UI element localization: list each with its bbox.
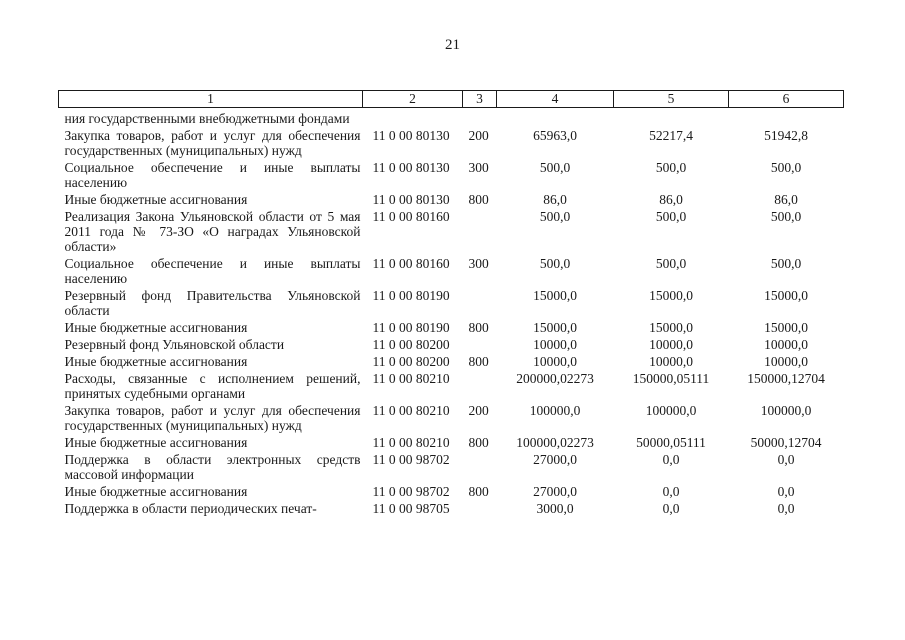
header-col-4: 4 <box>497 91 614 108</box>
row-value-2: 150000,05111 <box>632 371 710 386</box>
row-code: 11 0 00 80210 <box>372 403 450 418</box>
row-value-2 <box>614 108 729 129</box>
row-value-1: 500,0 <box>539 256 571 271</box>
row-value-3: 0,0 <box>777 501 795 516</box>
row-value-2: 100000,0 <box>645 403 697 418</box>
page-number: 21 <box>445 37 460 53</box>
row-type: 800 <box>468 192 489 207</box>
row-value-1: 500,0 <box>539 160 571 175</box>
row-value-1: 10000,0 <box>533 337 577 352</box>
row-value-1: 86,0 <box>543 192 567 207</box>
header-row <box>59 91 844 108</box>
row-name: Закупка товаров, работ и услуг для обеспечения государственных (муниципальных) нужд <box>64 403 361 433</box>
table-body <box>59 108 844 519</box>
row-name: Иные бюджетные ассигнования <box>64 435 248 450</box>
row-value-1: 3000,0 <box>536 501 574 516</box>
row-value-3: 150000,12704 <box>747 371 825 386</box>
row-value-3: 0,0 <box>777 484 795 499</box>
row-type: 800 <box>468 354 489 369</box>
row-value-3: 0,0 <box>777 452 795 467</box>
table-row <box>59 160 844 192</box>
row-value-2: 10000,0 <box>649 354 693 369</box>
row-value-2: 0,0 <box>662 484 680 499</box>
row-value-1: 15000,0 <box>533 288 577 303</box>
row-value-2: 15000,0 <box>649 288 693 303</box>
table-row <box>59 501 844 518</box>
row-value-1: 27000,0 <box>533 452 577 467</box>
row-name: Иные бюджетные ассигнования <box>64 484 248 499</box>
row-value-3: 10000,0 <box>764 354 808 369</box>
row-code: 11 0 00 80130 <box>372 160 450 175</box>
row-value-3 <box>729 108 844 129</box>
table-row <box>59 435 844 452</box>
table-row <box>59 320 844 337</box>
row-type <box>463 371 497 403</box>
row-value-1: 15000,0 <box>533 320 577 335</box>
table-row <box>59 128 844 160</box>
row-type <box>463 209 497 256</box>
row-name: ния государственными внебюджетными фондами <box>64 111 350 126</box>
row-value-2: 500,0 <box>655 256 687 271</box>
row-value-2: 0,0 <box>662 452 680 467</box>
row-name: Иные бюджетные ассигнования <box>64 320 248 335</box>
table-row <box>59 354 844 371</box>
row-code: 11 0 00 80130 <box>372 128 450 143</box>
row-value-2: 86,0 <box>659 192 683 207</box>
table-row <box>59 209 844 256</box>
row-value-2: 10000,0 <box>649 337 693 352</box>
row-code: 11 0 00 98702 <box>372 452 450 467</box>
row-name: Иные бюджетные ассигнования <box>64 192 248 207</box>
row-type: 200 <box>468 128 489 143</box>
row-value-1: 500,0 <box>539 209 571 224</box>
row-code: 11 0 00 80190 <box>372 288 450 303</box>
row-type: 300 <box>468 256 489 271</box>
row-value-2: 50000,05111 <box>636 435 706 450</box>
row-value-1 <box>497 108 614 129</box>
table-row <box>59 192 844 209</box>
row-code <box>363 108 463 129</box>
row-type: 300 <box>468 160 489 175</box>
row-value-3: 15000,0 <box>764 288 808 303</box>
row-value-3: 10000,0 <box>764 337 808 352</box>
row-name: Расходы, связанные с исполнением решений, принятых судебными органами <box>64 371 361 401</box>
row-value-3: 500,0 <box>770 160 802 175</box>
row-value-1: 200000,02273 <box>516 371 594 386</box>
row-code: 11 0 00 80160 <box>372 256 450 271</box>
row-code: 11 0 00 80130 <box>372 192 450 207</box>
row-type: 800 <box>468 435 489 450</box>
row-type <box>463 452 497 484</box>
row-name: Резервный фонд Правительства Ульяновской области <box>64 288 361 318</box>
row-value-2: 52217,4 <box>649 128 693 143</box>
row-name: Иные бюджетные ассигнования <box>64 354 248 369</box>
table-header <box>59 91 844 108</box>
row-name: Закупка товаров, работ и услуг для обеспечения государственных (муниципальных) нужд <box>64 128 361 158</box>
row-value-2: 0,0 <box>662 501 680 516</box>
row-type <box>463 108 497 129</box>
budget-table <box>58 90 844 518</box>
row-type: 800 <box>468 484 489 499</box>
row-value-3: 51942,8 <box>764 128 808 143</box>
row-code: 11 0 00 80160 <box>372 209 450 224</box>
header-col-3: 3 <box>463 91 497 108</box>
row-type <box>463 501 497 518</box>
row-code: 11 0 00 98705 <box>372 501 450 516</box>
header-col-1: 1 <box>59 91 363 108</box>
row-name: Поддержка в области периодических печат- <box>64 501 317 516</box>
table-row <box>59 484 844 501</box>
row-value-2: 500,0 <box>655 209 687 224</box>
row-name: Социальное обеспечение и иные выплаты населению <box>64 160 361 190</box>
row-name: Резервный фонд Ульяновской области <box>64 337 285 352</box>
header-col-2: 2 <box>363 91 463 108</box>
row-code: 11 0 00 80190 <box>372 320 450 335</box>
row-name: Поддержка в области электронных средств массовой информации <box>64 452 361 482</box>
row-value-1: 27000,0 <box>533 484 577 499</box>
table-row <box>59 403 844 435</box>
table-row <box>59 288 844 320</box>
row-code: 11 0 00 98702 <box>372 484 450 499</box>
row-value-1: 65963,0 <box>533 128 577 143</box>
row-code: 11 0 00 80200 <box>372 337 450 352</box>
row-name: Реализация Закона Ульяновской области от 5 мая 2011 года № 73-ЗО «О наградах Ульяновской области» <box>64 209 361 254</box>
row-type: 200 <box>468 403 489 418</box>
row-code: 11 0 00 80210 <box>372 371 450 386</box>
row-value-3: 50000,12704 <box>750 435 822 450</box>
row-code: 11 0 00 80200 <box>372 354 450 369</box>
table-row <box>59 108 844 129</box>
row-type: 800 <box>468 320 489 335</box>
row-name: Социальное обеспечение и иные выплаты населению <box>64 256 361 286</box>
table-row <box>59 256 844 288</box>
row-value-3: 86,0 <box>774 192 798 207</box>
header-col-5: 5 <box>614 91 729 108</box>
table-row <box>59 452 844 484</box>
row-value-3: 500,0 <box>770 209 802 224</box>
row-value-1: 100000,0 <box>529 403 581 418</box>
row-code: 11 0 00 80210 <box>372 435 450 450</box>
header-col-6: 6 <box>729 91 844 108</box>
row-value-2: 500,0 <box>655 160 687 175</box>
table-row <box>59 371 844 403</box>
row-type <box>463 337 497 354</box>
row-value-3: 15000,0 <box>764 320 808 335</box>
row-value-3: 100000,0 <box>760 403 812 418</box>
row-type <box>463 288 497 320</box>
row-value-1: 100000,02273 <box>516 435 594 450</box>
row-value-3: 500,0 <box>770 256 802 271</box>
row-value-1: 10000,0 <box>533 354 577 369</box>
table-row <box>59 337 844 354</box>
row-value-2: 15000,0 <box>649 320 693 335</box>
